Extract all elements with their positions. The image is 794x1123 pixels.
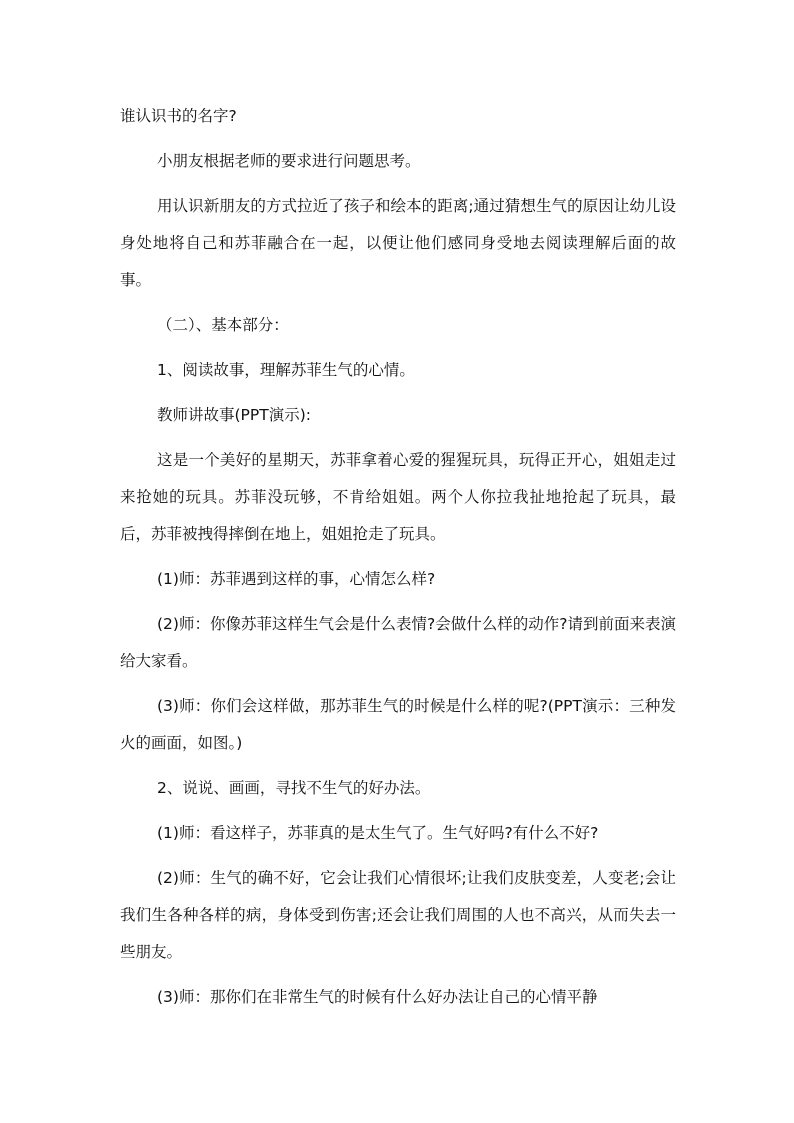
question-2: (2)师：你像苏菲这样生气会是什么表情?会做什么样的动作?请到前面来表演给大家看。 xyxy=(120,615,676,670)
question-3: (3)师：你们会这样做，那苏菲生气的时候是什么样的呢?(PPT演示：三种发火的画面，如图。) xyxy=(120,697,676,752)
paragraph-children-think: 小朋友根据老师的要求进行问题思考。 xyxy=(157,152,421,170)
paragraph-question: 谁认识书的名字? xyxy=(120,107,237,125)
paragraph-story-text: 这是一个美好的星期天，苏菲拿着心爱的猩猩玩具，玩得正开心，姐姐走过来抢她的玩具。苏菲没玩够，不肯给姐姐。两个人你拉我扯地抢起了玩具，最后，苏菲被拽得摔倒在地上，姐姐抢走了玩具。 xyxy=(120,451,676,543)
discussion-1: (1)师：看这样子，苏菲真的是太生气了。生气好吗?有什么不好? xyxy=(157,824,599,842)
paragraph-design-intent: 用认识新朋友的方式拉近了孩子和绘本的距离;通过猜想生气的原因让幼儿设身处地将自己和苏菲融合在一起，以便让他们感同身受地去阅读理解后面的故事。 xyxy=(120,197,676,289)
document-body xyxy=(120,98,676,1024)
question-1: (1)师：苏菲遇到这样的事，心情怎么样? xyxy=(157,570,436,588)
discussion-2: (2)师：生气的确不好，它会让我们心情很坏;让我们皮肤变差，人变老;会让我们生各种各样的病，身体受到伤害;还会让我们周围的人也不高兴，从而失去一些朋友。 xyxy=(120,869,676,961)
paragraph-teacher-story: 教师讲故事(PPT演示): xyxy=(157,406,311,424)
section-heading-basic: （二）、基本部分： xyxy=(157,316,289,334)
discussion-3: (3)师：那你们在非常生气的时候有什么好办法让自己的心情平静 xyxy=(157,988,598,1006)
step-heading-1: 1、阅读故事，理解苏菲生气的心情。 xyxy=(157,361,415,379)
step-heading-2: 2、说说、画画，寻找不生气的好办法。 xyxy=(157,779,431,797)
